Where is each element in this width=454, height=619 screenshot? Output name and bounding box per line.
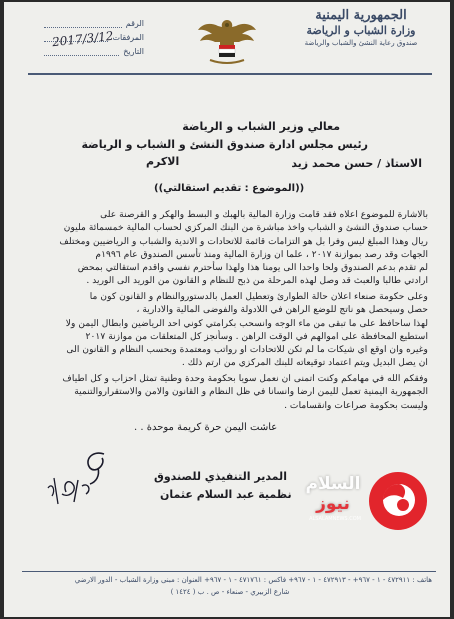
alsalam-news-wordmark bbox=[300, 474, 366, 514]
signatory-title: المدير التنفيذي للصندوق bbox=[154, 470, 287, 483]
letterhead-title-block bbox=[286, 8, 436, 48]
date-label: التاريخ bbox=[123, 46, 144, 56]
paragraph-line: لهذا ساحافظ على ما تبقى من ماء الوجه وانسحب بكرامتي كوني احد الرياضين وابطال اليمن ولا bbox=[65, 317, 428, 329]
logo-word-top: السلام bbox=[305, 474, 361, 494]
attachments-label: المرفقات bbox=[112, 32, 144, 42]
paragraph-line: استطيع المحافظة على اموالهم في الوقت الراهن . وسأنجز كل المتعلقات من موازنة ٢٠١٧ bbox=[85, 330, 428, 342]
fund-name: صندوق رعاية النشئ والشباب والرياضة bbox=[304, 39, 418, 47]
paragraph-3 bbox=[32, 372, 428, 412]
paragraph-line: ريال وهذا المبلغ ليس وفرا بل هو التزامات قائمة للاتحادات و الاندية والشباب و الرياضيين ومختلف bbox=[59, 235, 428, 247]
addressee-line-1: معالي وزير الشباب و الرياضة bbox=[182, 120, 340, 133]
subject-line: ((الموضوع : تقديم استقالتي)) bbox=[154, 183, 305, 194]
signatory-name: نظمية عبد السلام عثمان bbox=[160, 488, 292, 501]
handwritten-date: 2017/3/12 bbox=[51, 28, 115, 50]
paragraph-2 bbox=[32, 290, 428, 370]
paragraph-line: الجهات وقد رصد بموازنة ٢٠١٧ ، علما ان وزارة المالية ومنذ تأسس الصندوق عام ١٩٩٦م bbox=[95, 248, 428, 260]
paragraph-line: وفقكم الله في مهامكم وكنت اتمنى ان نعمل سويا بحكومة وحدة وطنية تمثل احزاب و كل اطياف bbox=[62, 373, 428, 384]
closing-line: عاشت اليمن حرة كريمة موحدة . . bbox=[134, 422, 278, 433]
footer-contact-line: هاتف : ٤٧٢٩١١ - ١ - ٩٦٧+ - ٤٧٢٩١٣ - ١ - ٩٦٧+ فاكس : ٤٧١٧٦١ - ١ - ٩٦٧+ العنوان : مبنى وزارة الشباب - الدور الارضي bbox=[74, 576, 432, 584]
header-divider bbox=[28, 73, 432, 75]
ministry-name: وزارة الشباب و الرياضة bbox=[306, 24, 416, 37]
number-row bbox=[44, 16, 144, 30]
footer-address-line: شارع الزبيري - صنعاء - ص . ب ( ١٤٢٤ ) bbox=[170, 588, 290, 596]
number-label: الرقم bbox=[125, 18, 144, 28]
logo-word-bottom: نيوز bbox=[316, 494, 350, 514]
number-dots bbox=[44, 19, 122, 28]
paragraph-line: ارادتي طالبا والعبث قد وصل لهذه المرحلة من ذبح للنظام و القانون من الوريد الى الوريد . bbox=[86, 275, 428, 287]
paragraph-line: بالاشارة للموضوع اعلاه فقد قامت وزارة المالية بالهبك و البسط والهكر و القرصنة على bbox=[100, 209, 428, 220]
addressee-line-2: رئيس مجلس ادارة صندوق النشئ و الشباب و الرياضة bbox=[81, 138, 368, 151]
alsalam-news-logo-icon bbox=[369, 472, 427, 530]
paragraph-line: الجمهورية اليمنية تعمل لليمن ارضا وانسانا في ظل النظام و القانون والامن والاستقراروالتنمية bbox=[74, 386, 428, 398]
paragraph-line: حصل وسيحصل هو ناتج للوضع الراهن في اللادولة والفوضى المالية والادارية ، bbox=[136, 304, 428, 316]
footer-divider bbox=[22, 571, 436, 572]
yemen-eagle-emblem bbox=[196, 16, 258, 68]
honorific: الاكرم bbox=[146, 155, 180, 168]
paragraph-line: وليست بحكومة صراعات وانقسامات . bbox=[284, 399, 428, 411]
letter-page bbox=[4, 2, 450, 617]
handwritten-signature bbox=[44, 442, 139, 512]
paragraph-line: ان يصل البديل ويتم اعتماد توقيعاته للبنك المركزي من ارتم ذلك . bbox=[181, 357, 428, 369]
paragraph-1 bbox=[32, 208, 428, 288]
paragraph-line: حساب صندوق النشئ و الشباب واخذ مباشرة من البنك المركزي لحساب المالية خمسمائة مليون bbox=[63, 222, 428, 234]
paragraph-line: لم تقدم بدعم الصندوق ولحا واحدا الى يومنا هذا ولهذا سأحترم نفسي واقدم استقالتي بمحض bbox=[77, 262, 428, 274]
country-name: الجمهورية اليمنية bbox=[315, 8, 407, 23]
addressee-name: الاستاذ / حسن محمد زيد bbox=[291, 157, 422, 170]
paragraph-line: وعلى حكومة صنعاء اعلان حالة الطوارئ وتعطيل العمل بالدستوروالنظام و القانون كون ما bbox=[89, 291, 428, 302]
logo-url: ALSALAMNEWS.COM bbox=[309, 516, 361, 522]
paragraph-line: وغيره وان اوقع اي شيكات ما لم تكن للاتحادات او رواتب ومعتمدة وبحسب النظام و القانون الى bbox=[66, 344, 428, 356]
